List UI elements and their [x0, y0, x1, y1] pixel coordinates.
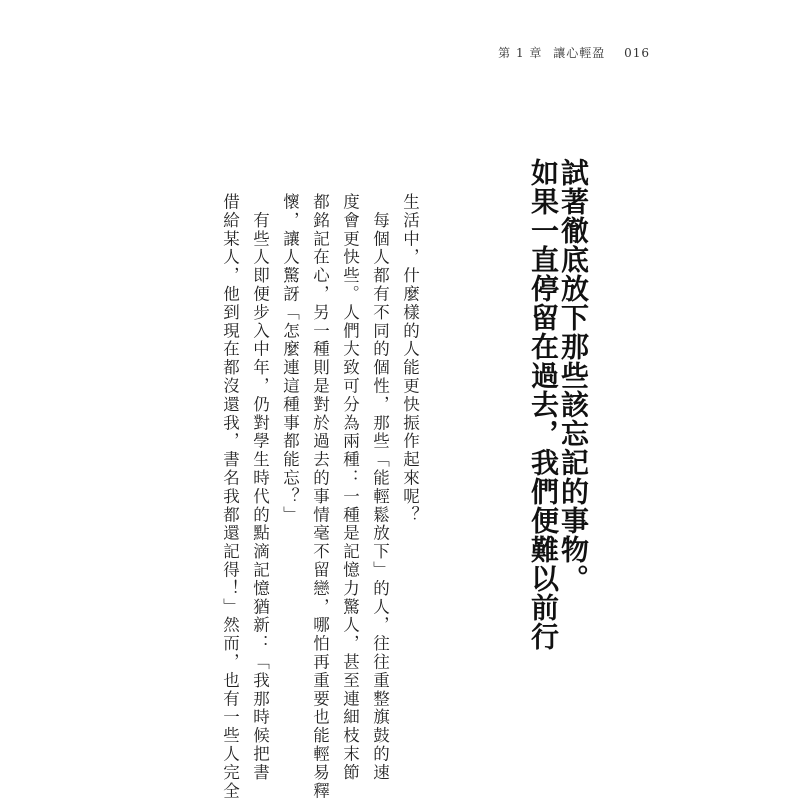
body-line-7: 借給某人，他到現在都沒還我，書名我都還記得！」然而，也有一些人完全	[220, 193, 240, 800]
body-line-4: 都銘記在心，另一種則是對於過去的事情毫不留戀，哪怕再重要也能輕易釋	[310, 193, 330, 800]
headline-line-1: 試著徹底放下那些該忘記的事物。	[557, 158, 590, 593]
body-line-2: 每個人都有不同的個性，那些「能輕鬆放下」的人，往往重整旗鼓的速	[370, 193, 390, 782]
body-line-6: 有些人即便步入中年，仍對學生時代的點滴記憶猶新：「我那時候把書	[250, 193, 270, 782]
page-number: 016	[624, 46, 650, 60]
running-head	[498, 44, 650, 61]
headline-line-2: 如果一直停留在過去，我們便難以前行	[527, 158, 560, 651]
body-line-3: 度會更快些。人們大致可分為兩種：一種是記憶力驚人，甚至連細枝末節	[340, 193, 360, 782]
body-line-5: 懷，讓人驚訝「怎麼連這種事都能忘？」	[280, 193, 300, 525]
chapter-title: 讓心輕盈	[553, 46, 606, 60]
chapter-label: 第 1 章	[498, 46, 543, 60]
body-line-1: 生活中，什麼樣的人能更快振作起來呢？	[400, 193, 420, 525]
